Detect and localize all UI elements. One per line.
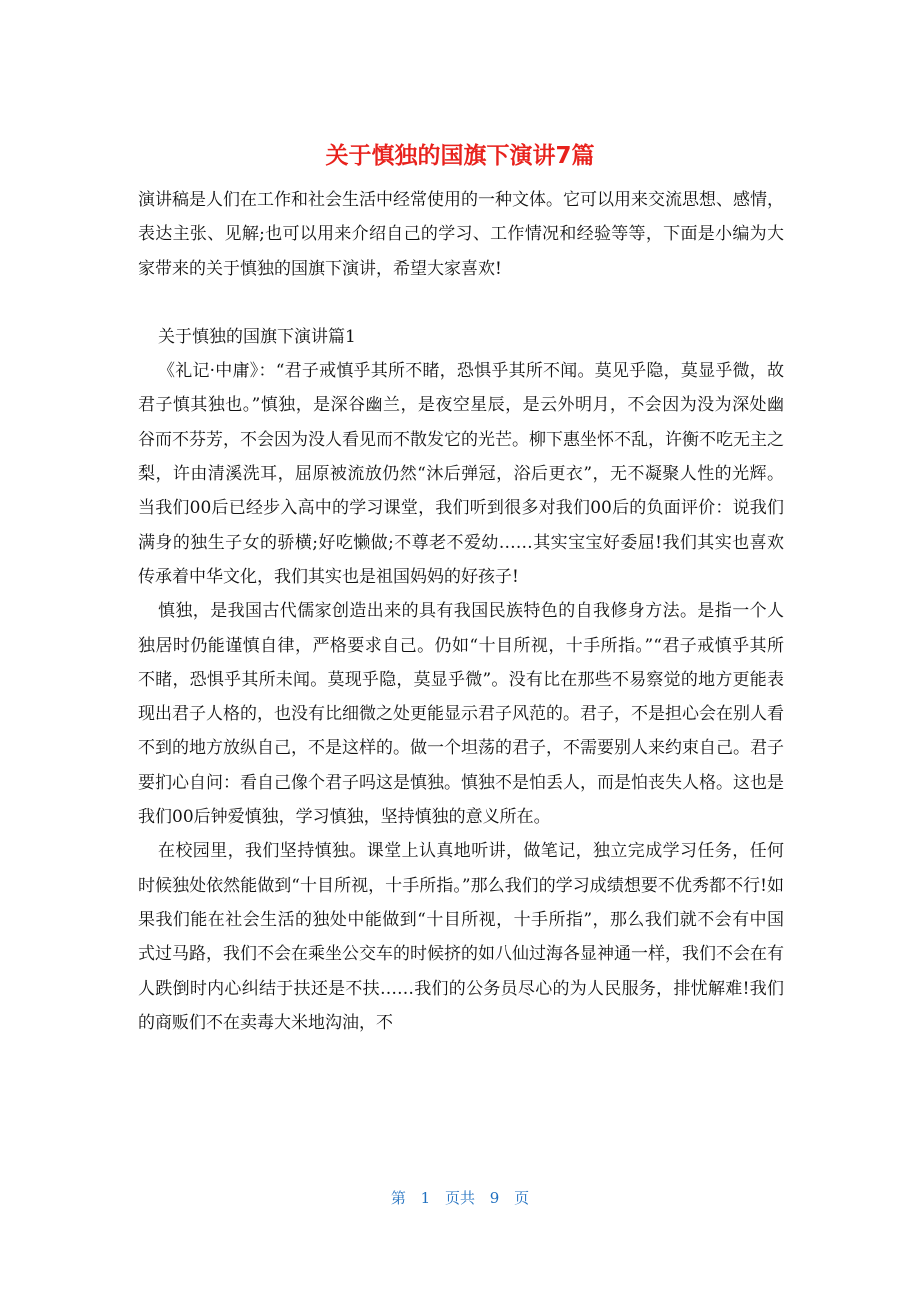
- footer-label-end: 页: [514, 1189, 530, 1207]
- footer-label-of: 页共: [444, 1189, 475, 1207]
- body-paragraph-1: 《礼记·中庸》：“君子戒慎乎其所不睹，恐惧乎其所不闻。莫见乎隐，莫显乎微，故君子慎其独也。”慎独，是深谷幽兰，是夜空星辰，是云外明月，不会因为没为深处幽谷而不芬芳，不会因为没人看见而不散发它的光芒。柳下惠坐怀不乱，许衡不吃无主之梨，许由清溪洗耳，屈原被流放仍然“沐后弹冠，浴后更衣”，无不凝聚人性的光辉。当我们00后已经步入高中的学习课堂，我们听到很多对我们00后的负面评价：说我们满身的独生子女的骄横;好吃懒做;不尊老不爱幼……其实宝宝好委屈!我们其实也喜欢传承着中华文化，我们其实也是祖国妈妈的好孩子!: [138, 361, 784, 587]
- page-footer: [0, 1188, 920, 1208]
- page-title: 关于慎独的国旗下演讲7篇: [325, 143, 595, 169]
- intro-paragraph: 演讲稿是人们在工作和社会生活中经常使用的一种文体。它可以用来交流思想、感情，表达主张、见解;也可以用来介绍自己的学习、工作情况和经验等等，下面是小编为大家带来的关于慎独的国旗下演讲，希望大家喜欢!: [138, 190, 784, 279]
- body-paragraph-3: 在校园里，我们坚持慎独。课堂上认真地听讲，做笔记，独立完成学习任务，任何时候独处依然能做到“十目所视，十手所指。”那么我们的学习成绩想要不优秀都不行!如果我们能在社会生活的独处中能做到“十目所视，十手所指”，那么我们就不会有中国式过马路，我们不会在乘坐公交车的时候挤的如八仙过海各显神通一样，我们不会在有人跌倒时内心纠结于扶还是不扶……我们的公务员尽心的为人民服务，排忧解难!我们的商贩们不在卖毒大米地沟油，不: [138, 841, 784, 1033]
- footer-total-pages: 9: [489, 1189, 500, 1207]
- paragraph-gap: [138, 286, 784, 320]
- footer-label-page: 第: [390, 1189, 406, 1207]
- document-body: [138, 183, 784, 1040]
- body-paragraph-2: 慎独，是我国古代儒家创造出来的具有我国民族特色的自我修身方法。是指一个人独居时仍能谨慎自律，严格要求自己。仍如“十目所视，十手所指。”“君子戒慎乎其所不睹，恐惧乎其所未闻。莫现乎隐，莫显乎微”。没有比在那些不易察觉的地方更能表现出君子人格的，也没有比细微之处更能显示君子风范的。君子，不是担心会在别人看不到的地方放纵自己，不是这样的。做一个坦荡的君子，不需要别人来约束自己。君子要扪心自问：看自己像个君子吗这是慎独。慎独不是怕丢人，而是怕丧失人格。这也是我们00后钟爱慎独，学习慎独，坚持慎独的意义所在。: [138, 601, 784, 828]
- section-heading: 关于慎独的国旗下演讲篇1: [158, 326, 356, 347]
- footer-current-page: 1: [420, 1189, 431, 1207]
